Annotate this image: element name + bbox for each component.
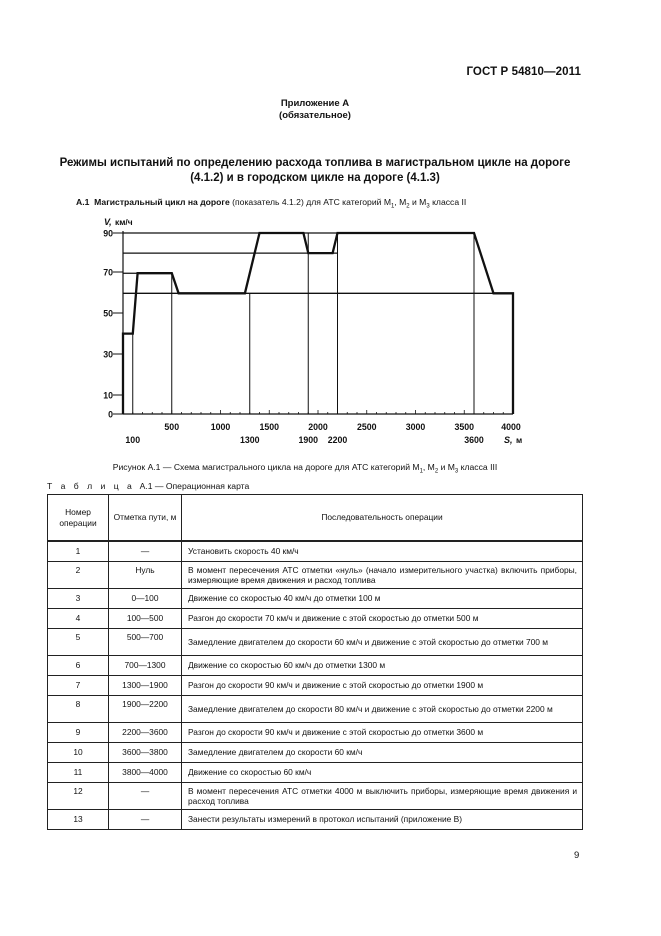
figure-caption xyxy=(0,462,610,475)
separator: , М xyxy=(422,462,435,472)
operation-number-cell: 10 xyxy=(48,742,109,762)
table-row xyxy=(48,608,583,628)
operation-description-cell: Движение со скоростью 60 км/ч до отметки 1300 м xyxy=(182,655,583,675)
x-tick-label: 3500 xyxy=(454,422,475,432)
header-operation-number: Номер операции xyxy=(48,495,109,542)
operation-number-cell: 11 xyxy=(48,762,109,782)
y-tick-label: 10 xyxy=(103,390,113,401)
operation-number-cell: 1 xyxy=(48,541,109,561)
operation-description-cell: Движение со скоростью 60 км/ч xyxy=(182,762,583,782)
operation-description-cell: Разгон до скорости 90 км/ч и движение с этой скоростью до отметки 3600 м xyxy=(182,722,583,742)
caption-suffix: класса III xyxy=(458,462,498,472)
subscript: 1 xyxy=(419,468,423,475)
operation-description-cell: Движение со скоростью 40 км/ч до отметки 100 м xyxy=(182,588,583,608)
separator: , М xyxy=(394,197,407,207)
path-mark-cell: 2200—3600 xyxy=(109,722,182,742)
operation-number-cell: 3 xyxy=(48,588,109,608)
x-tick-label-marker: 100 xyxy=(125,435,141,445)
x-tick-label-marker: 1900 xyxy=(298,435,319,445)
header-path-mark: Отметка пути, м xyxy=(109,495,182,542)
path-mark-cell: 1900—2200 xyxy=(109,695,182,722)
path-mark-cell: — xyxy=(109,809,182,829)
x-tick-label: 1000 xyxy=(210,422,231,432)
y-tick-label: 30 xyxy=(103,349,113,360)
appendix-status: (обязательное) xyxy=(279,110,351,121)
operation-description-cell: В момент пересечения АТС отметки «нуль» (начало измерительного участка) включить приборы, измеряющие время движения и расход топлива xyxy=(182,561,583,588)
y-axis-unit: км/ч xyxy=(115,217,133,227)
table-row xyxy=(48,742,583,762)
operation-number-cell: 8 xyxy=(48,695,109,722)
operation-number-cell: 2 xyxy=(48,561,109,588)
operation-number-cell: 7 xyxy=(48,675,109,695)
table-caption xyxy=(47,481,249,491)
speed-profile-line xyxy=(123,233,513,414)
subscript: 2 xyxy=(406,203,410,210)
operation-number-cell: 6 xyxy=(48,655,109,675)
figure-title-suffix: класса II xyxy=(429,197,467,207)
page-number: 9 xyxy=(574,850,580,861)
separator: и М xyxy=(438,462,455,472)
operation-description-cell: Разгон до скорости 90 км/ч и движение с этой скоростью до отметки 1900 м xyxy=(182,675,583,695)
table-row xyxy=(48,655,583,675)
table-row xyxy=(48,782,583,809)
x-tick-label: 1500 xyxy=(259,422,280,432)
path-mark-cell: 700—1300 xyxy=(109,655,182,675)
y-tick-label: 50 xyxy=(103,308,113,319)
operation-description-cell: Разгон до скорости 70 км/ч и движение с этой скоростью до отметки 500 м xyxy=(182,608,583,628)
operation-description-cell: Замедление двигателем до скорости 80 км/ч и движение с этой скоростью до отметки 2200 м xyxy=(182,695,583,722)
y-tick-label: 0 xyxy=(108,409,113,420)
operation-description-cell: В момент пересечения АТС отметки 4000 м выключить приборы, измеряющие время движения и расход топлива xyxy=(182,782,583,809)
table-header-row xyxy=(48,495,583,542)
x-tick-label-marker: 1300 xyxy=(239,435,260,445)
table-row xyxy=(48,809,583,829)
table-row xyxy=(48,762,583,782)
table-row xyxy=(48,588,583,608)
subscript: 1 xyxy=(390,203,395,210)
section-title-line-1: Режимы испытаний по определению расхода топлива в магистральном цикле на дороге xyxy=(59,157,571,169)
header-operation-sequence: Последовательность операции xyxy=(182,495,583,542)
path-mark-cell: 1300—1900 xyxy=(109,675,182,695)
y-tick-label: 90 xyxy=(103,228,113,239)
figure-number: А.1 xyxy=(76,197,90,207)
path-mark-cell: 500—700 xyxy=(109,628,182,655)
table-row xyxy=(48,628,583,655)
x-tick-label: 2500 xyxy=(356,422,377,432)
table-row xyxy=(48,675,583,695)
document-standard-number: ГОСТ Р 54810—2011 xyxy=(466,66,581,78)
y-tick-label: 70 xyxy=(103,267,113,278)
path-mark-cell: 3600—3800 xyxy=(109,742,182,762)
path-mark-cell: — xyxy=(109,541,182,561)
table-row xyxy=(48,561,583,588)
table-label: Т а б л и ц а xyxy=(47,481,135,491)
x-tick-label: 500 xyxy=(164,422,180,432)
operation-description-cell: Замедление двигателем до скорости 60 км/ч xyxy=(182,742,583,762)
operation-number-cell: 13 xyxy=(48,809,109,829)
path-mark-cell: Нуль xyxy=(109,561,182,588)
section-title-line-2: (4.1.2) и в городском цикле на дороге (4.1.3) xyxy=(190,172,440,184)
table-row xyxy=(48,541,583,561)
x-axis-unit: м xyxy=(516,435,523,445)
operation-description-cell: Занести результаты измерений в протокол испытаний (приложение В) xyxy=(182,809,583,829)
subscript: 3 xyxy=(426,203,430,210)
table-body xyxy=(48,541,583,829)
x-tick-label: 4000 xyxy=(501,422,521,432)
y-axis-symbol: V, xyxy=(104,217,112,227)
path-mark-cell: 3800—4000 xyxy=(109,762,182,782)
operation-number-cell: 9 xyxy=(48,722,109,742)
caption-text: Рисунок А.1 — Схема магистрального цикла на дороге для АТС категорий М xyxy=(112,462,420,472)
subscript: 2 xyxy=(434,468,439,475)
operation-number-cell: 5 xyxy=(48,628,109,655)
separator: и М xyxy=(409,197,427,207)
operation-description-cell: Установить скорость 40 км/ч xyxy=(182,541,583,561)
x-axis-symbol: S, xyxy=(504,435,513,445)
x-tick-label-marker: 3600 xyxy=(464,435,484,445)
path-mark-cell: 0—100 xyxy=(109,588,182,608)
appendix-title: Приложение А xyxy=(280,98,350,109)
x-tick-label: 3000 xyxy=(405,422,426,432)
x-tick-label-marker: 2200 xyxy=(327,435,348,445)
figure-title-rest: (показатель 4.1.2) для АТС категорий М xyxy=(232,197,391,207)
table-title: А.1 — Операционная карта xyxy=(139,481,250,491)
operation-number-cell: 12 xyxy=(48,782,109,809)
table-row xyxy=(48,695,583,722)
operation-number-cell: 4 xyxy=(48,608,109,628)
operations-table xyxy=(47,494,583,830)
table-row xyxy=(48,722,583,742)
path-mark-cell: — xyxy=(109,782,182,809)
path-mark-cell: 100—500 xyxy=(109,608,182,628)
subscript: 3 xyxy=(454,468,459,475)
figure-title-bold: Магистральный цикл на дороге xyxy=(94,197,230,207)
operation-description-cell: Замедление двигателем до скорости 60 км/ч и движение с этой скоростью до отметки 700 м xyxy=(182,628,583,655)
speed-distance-chart xyxy=(0,0,661,460)
x-tick-label: 2000 xyxy=(308,422,328,432)
